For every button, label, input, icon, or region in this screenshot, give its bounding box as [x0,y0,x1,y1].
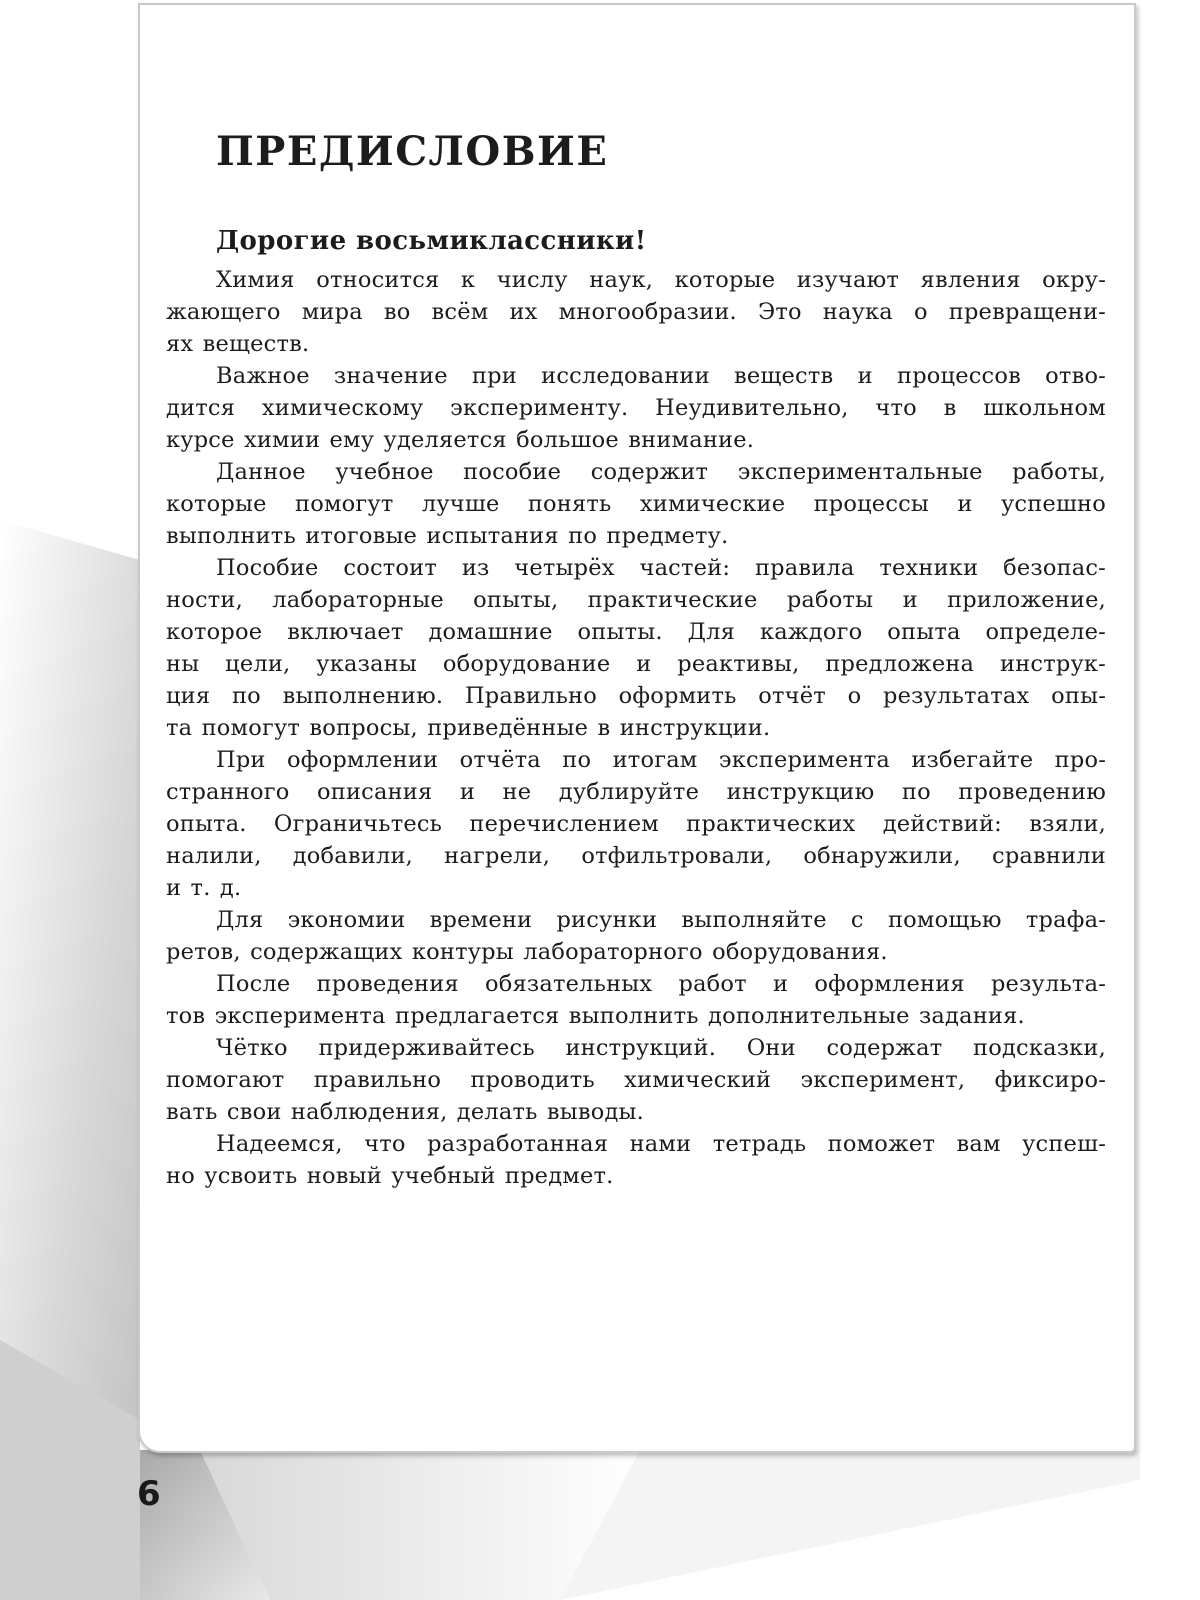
text-line: ция по выполнению. Правильно оформить отчёт о результатах опы- [166,683,1106,709]
text-line: тов эксперимента предлагается выполнить дополнительные задания. [166,1003,1025,1029]
text-line: курсе химии ему уделяется большое внимание. [166,427,755,453]
text-line: Надеемся, что разработанная нами тетрадь поможет вам успеш- [216,1131,1106,1157]
text-line: и т. д. [166,875,242,901]
paragraph [166,1032,1106,1128]
paragraph [166,456,1106,552]
text-line: которое включает домашние опыты. Для каждого опыта определе- [166,619,1106,645]
text-line: помогают правильно проводить химический эксперимент, фиксиро- [166,1067,1106,1093]
text-line: Данное учебное пособие содержит экспериментальные работы, [216,459,1106,485]
paragraph [166,360,1106,456]
text-line: жающего мира во всём их многообразии. Это наука о превращени- [166,299,1106,325]
text-line: ях веществ. [166,331,310,357]
text-line: ности, лабораторные опыты, практические работы и приложение, [166,587,1106,613]
text-line: но усвоить новый учебный предмет. [166,1163,614,1189]
text-line: выполнить итоговые испытания по предмету. [166,523,729,549]
page-title: ПРЕДИСЛОВИЕ [216,128,609,175]
text-line: После проведения обязательных работ и оформления результа- [216,971,1106,997]
text-line: Пособие состоит из четырёх частей: правила техники безопас- [216,555,1106,581]
text-line: Важное значение при исследовании веществ и процессов отво- [216,363,1106,389]
text-line: дится химическому эксперименту. Неудивительно, что в школьном [166,395,1106,421]
text-line: ретов, содержащих контуры лабораторного оборудования. [166,939,888,965]
body-text [166,264,1106,1192]
text-line: странного описания и не дублируйте инструкцию по проведению [166,779,1106,805]
text-line: Для экономии времени рисунки выполняйте с помощью трафа- [216,907,1106,933]
text-line: вать свои наблюдения, делать выводы. [166,1099,645,1125]
text-line: которые помогут лучше понять химические процессы и успешно [166,491,1106,517]
paragraph [166,264,1106,360]
paragraph [166,552,1106,744]
text-line: ны цели, указаны оборудование и реактивы, предложена инструк- [166,651,1106,677]
paragraph [166,904,1106,968]
page-content [166,128,1106,1192]
text-line: налили, добавили, нагрели, отфильтровали, обнаружили, сравнили [166,843,1106,869]
paragraph [166,744,1106,904]
text-line: При оформлении отчёта по итогам эксперимента избегайте про- [216,747,1106,773]
text-line: та помогут вопросы, приведённые в инструкции. [166,715,771,741]
paragraph [166,1128,1106,1192]
paragraph [166,968,1106,1032]
text-line: Химия относится к числу наук, которые изучают явления окру- [216,267,1106,293]
page-number: 6 [137,1474,161,1514]
greeting-heading: Дорогие восьмиклассники! [216,226,647,256]
text-line: Чётко придерживайтесь инструкций. Они содержат подсказки, [216,1035,1106,1061]
text-line: опыта. Ограничьтесь перечислением практических действий: взяли, [166,811,1106,837]
